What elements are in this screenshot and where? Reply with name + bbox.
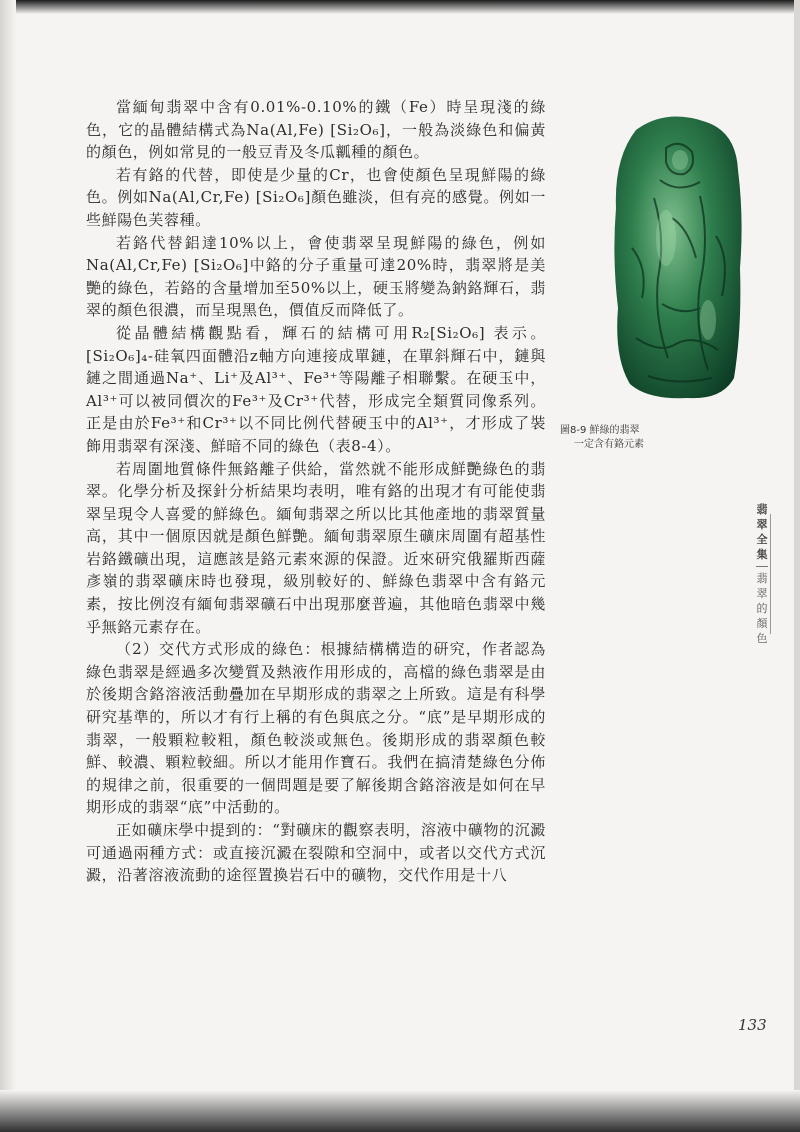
scan-bottom-shadow [0,1090,800,1132]
book-title: 翡翠全集 [756,503,768,561]
side-running-head [752,502,772,646]
caption-line-1: 圖8-9 鮮綠的翡翠 [560,425,640,436]
paragraph-iron-color: 當緬甸翡翠中含有0.01%-0.10%的鐵（Fe）時呈現淺的綠色，它的晶體結構式為Na(Al,Fe) [Si₂O₆]，一般為淡綠色和偏黃的顏色，例如常見的一般豆青及冬瓜瓤種的顏色。 [86,98,546,162]
paragraph-geologic-conditions: 若周圍地質條件無鉻離子供給，當然就不能形成鮮艷綠色的翡翠。化學分析及探針分析結果均表明，唯有鉻的出現才有可能使翡翠呈現令人喜愛的鮮綠色。緬甸翡翠之所以比其他產地的翡翠質量高，其中一個原因就是顏色鮮艷。緬甸翡翠原生礦床周圍有超基性岩鉻鐵礦出現，這應該是鉻元素來源的保證。近來研究俄羅斯西薩彥嶺的翡翠礦床時也發現，級別較好的、鮮綠色翡翠中含有鉻元素，按比例沒有緬甸翡翠礦石中出現那麼普遍，其他暗色翡翠中幾乎無鉻元素存在。 [86,459,546,636]
caption-line-2: 一定含有鉻元素 [574,439,644,450]
jade-carving-photo [596,108,750,404]
paragraph-metasomatic-green: （2）交代方式形成的綠色：根據結構構造的研究，作者認為綠色翡翠是經過多次變質及熱液作用形成的，高檔的綠色翡翠是由於後期含鉻溶液活動疊加在早期形成的翡翠之上所致。這是有科學研究基準的，所以才有行上稱的有色與底之分。“底”是早期形成的翡翠，一般顆粒較粗，顏色較淡或無色。後期形成的翡翠顏色較鮮、較濃、顆粒較細。所以才能用作寶石。我們在搞清楚綠色分佈的規律之前，很重要的一個問題是要了解後期含鉻溶液是如何在早期形成的翡翠“底”中活動的。 [86,640,546,817]
page-number: 133 [738,1016,767,1034]
paragraph-deposit-observation: 正如礦床學中提到的：“對礦床的觀察表明，溶液中礦物的沉澱可通過兩種方式：或直接沉澱在裂隙和空洞中，或者以交代方式沉澱，沿著溶液流動的途徑置換岩石中的礦物，交代作用是十八 [86,821,546,885]
paragraph-crystal-structure: 從晶體結構觀點看，輝石的結構可用R₂[Si₂O₆] 表示。[Si₂O₆]₄-硅氧四面體沿z軸方向連接成單鏈，在單斜輝石中，鏈與鏈之間通過Na⁺、Li⁺及Al³⁺、Fe³⁺等陽離子相聯繫。在硬玉中，Al³⁺可以被同價次的Fe³⁺及Cr³⁺代替，形成完全類質同像系列。正是由於Fe³⁺和Cr³⁺以不同比例代替硬玉中的Al³⁺，才形成了裝飾用翡翠有深淺、鮮暗不同的綠色（表8-4）。 [86,323,546,455]
paragraph-chromium-substitution: 若有鉻的代替，即使是少量的Cr，也會使顏色呈現鮮陽的綠色。例如Na(Al,Cr,Fe) [Si₂O₆]顏色雖淡，但有亮的感覺。例如一些鮮陽色芙蓉種。 [86,165,546,229]
figure-caption [560,424,760,452]
page-edge [794,0,800,1132]
page-gutter [0,0,16,1132]
body-text [86,96,546,887]
paragraph-chromium-percentage: 若鉻代替鋁達10%以上，會使翡翠呈現鮮陽的綠色，例如Na(Al,Cr,Fe) [Si₂O₆]中鉻的分子重量可達20%時，翡翠將是美艷的綠色，若鉻的含量增加至50%以上，硬玉將變為鈉鉻輝石，翡翠的顏色很濃，而呈現黑色，價值反而降低了。 [86,233,546,320]
chapter-title: 翡翠的顏色 [756,572,768,645]
scan-top-shadow [0,0,800,14]
side-divider [756,566,768,567]
